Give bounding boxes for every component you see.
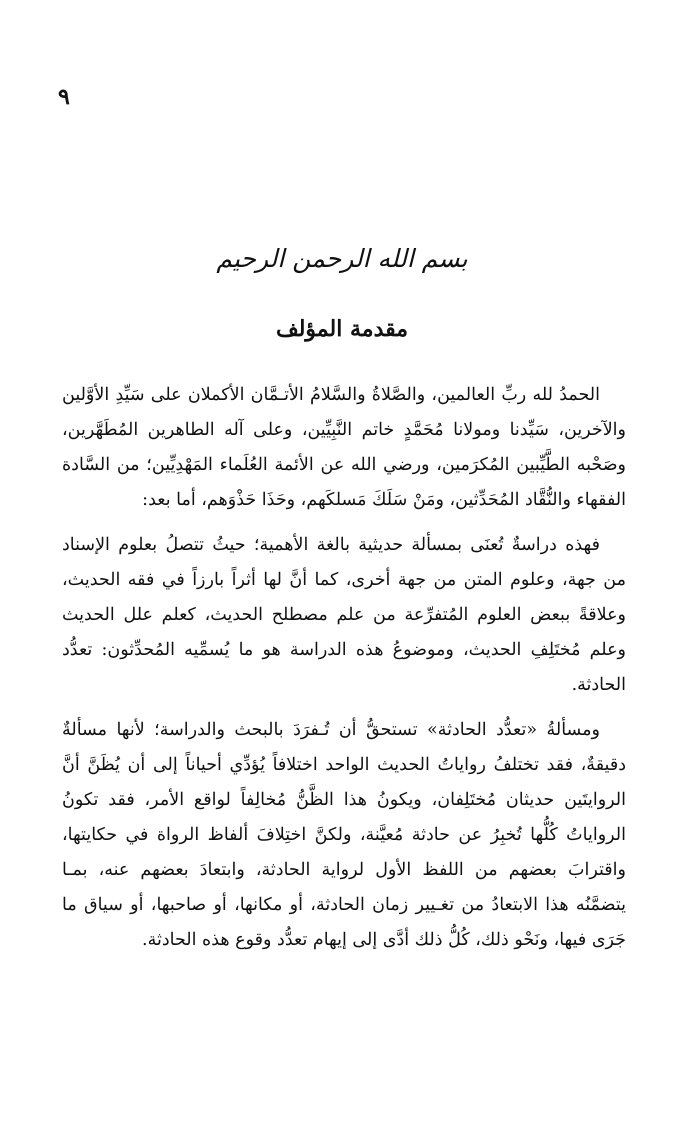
paragraph-2: فهذه دراسةٌ تُعنَى بمسألة حديثية بالغة الأهمية؛ حيثُ تتصلُ بعلوم الإسناد من جهة، وعلوم المتن من جهة أخرى، كما أنَّ لها أثراً بارزاً في فقه الحديث، وعلاقةً ببعض العلوم المُتفرِّعة من علم مصطلح الحديث، كعلم علل الحديث وعلم مُختَلِفِ الحديث، وموضوعُ هذه الدراسة هو ما يُسمِّيه المُحدِّثون: تعدُّد الحادثة.	[62, 535, 626, 695]
page-heading: مقدمة المؤلف	[275, 316, 409, 342]
basmala-calligraphy: بسم الله الرحمن الرحيم	[216, 244, 468, 273]
page-number: ٩	[58, 84, 70, 110]
body-text	[62, 378, 626, 968]
paragraph-1: الحمدُ لله ربِّ العالمين، والصَّلاةُ والسَّلامُ الأتـمَّان الأكملان على سَيِّدِ الأوَّلين والآخرين، سَيِّدنا ومولانا مُحَمَّدٍ خاتم النَّبِيِّين، وعلى آله الطاهرين المُطَهَّرين، وصَحْبه الطَّيِّبين المُكرَمين، ورضي الله عن الأئمة العُلَماء المَهْدِيِّين؛ من السَّادة الفقهاء والنُّقَّاد المُحَدِّثين، ومَنْ سَلَكَ مَسلكَهم، وحَذَا حَذْوَهم، أما بعد:	[62, 385, 626, 510]
paragraph-3: ومسألةُ «تعدُّد الحادثة» تستحقُّ أن تُـفرَدَ بالبحث والدراسة؛ لأنها مسألةٌ دقيقةٌ، فقد تختلفُ رواياتُ الحديث الواحد اختلافاً يُؤدِّي أحياناً إلى أن يُظَنَّ أنَّ الروايتَين حديثان مُختَلِفان، ويكونُ هذا الظَّنُّ مُخالِفاً لواقع الأمر، فقد تكونُ الرواياتُ كُلُّها تُخبِرُ عن حادثة مُعيَّنة، ولكنَّ اختِلافَ ألفاظ الرواة في حكايتها، واقترابَ بعضهم من اللفظ الأول لرواية الحادثة، وابتعادَ بعضهم عنه، بمـا يتضمَّنُه هذا الابتعادُ من تغـيير زمان الحادثة، أو مكانها، أو صاحبها، أو سياق ما جَرَى فيها، ونَحْو ذلك، كُلُّ ذلك أدَّى إلى إيهام تعدُّد وقوع هذه الحادثة.	[62, 720, 626, 950]
